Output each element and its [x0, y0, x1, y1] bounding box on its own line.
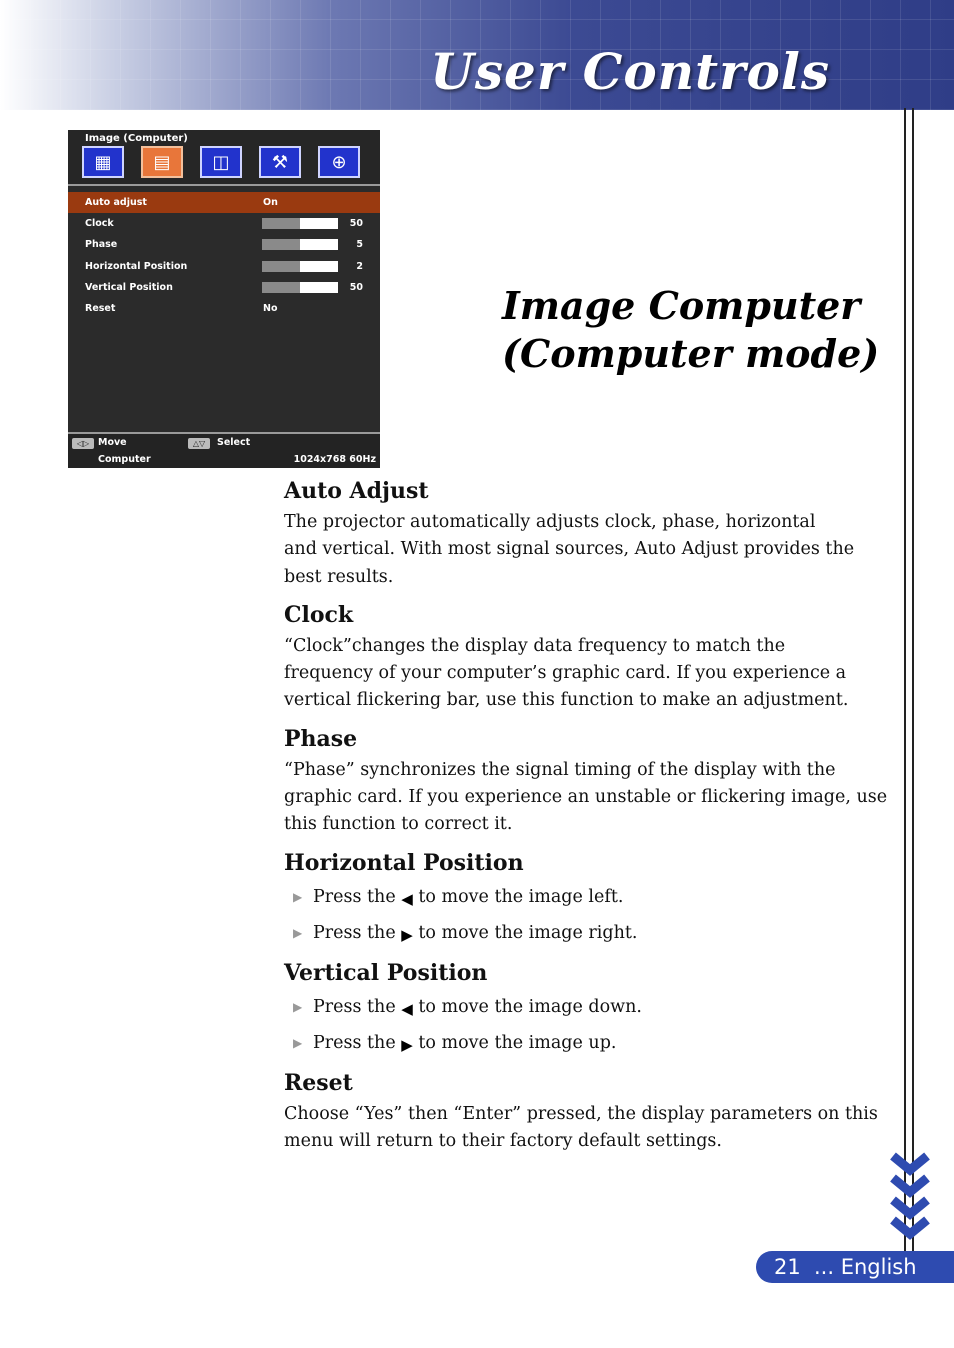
- auto-adjust-heading: Auto Adjust: [284, 478, 429, 504]
- osd-row-horizontal-position: [68, 256, 380, 277]
- item-text: Press the: [313, 996, 396, 1017]
- osd-select-label: Select: [217, 437, 251, 448]
- osd-menu-title: Image (Computer): [85, 133, 188, 144]
- phase-heading: Phase: [284, 725, 358, 752]
- list-item: [284, 880, 896, 916]
- osd-slider: [262, 218, 338, 229]
- item-text: to move the image down.: [418, 996, 642, 1017]
- text-line: The projector automatically adjusts clock, phase, horizontal: [284, 512, 816, 532]
- osd-row-phase: [68, 234, 380, 255]
- osd-slider-fill: [262, 239, 300, 250]
- osd-row-reset: [68, 298, 380, 319]
- left-right-keys-icon: ◁▷: [72, 438, 94, 449]
- item-text: to move the image up.: [418, 1032, 617, 1053]
- text-line: Choose “Yes” then “Enter” pressed, the display parameters on this: [284, 1103, 878, 1124]
- osd-row-value: 2: [356, 260, 363, 272]
- osd-slider: [262, 239, 338, 250]
- clock-description: [284, 633, 896, 715]
- phase-description: [284, 757, 896, 839]
- computer-icon: ▤: [141, 146, 183, 178]
- osd-tab-bar: [82, 146, 360, 178]
- image-icon: ▦: [82, 146, 124, 178]
- bullet-icon: ▶: [293, 925, 303, 940]
- osd-row-value: 50: [349, 218, 363, 230]
- left-arrow-icon: ◀: [401, 889, 413, 908]
- body-content: [284, 474, 896, 1162]
- osd-row-auto-adjust: [68, 192, 380, 213]
- osd-row-vertical-position: [68, 277, 380, 298]
- item-text: Press the: [313, 922, 396, 943]
- chevron-down-icon: [889, 1150, 931, 1240]
- bullet-icon: ▶: [293, 1035, 303, 1050]
- text-line: this function to correct it.: [284, 814, 513, 835]
- clock-heading: Clock: [284, 601, 354, 628]
- osd-slider-fill: [262, 282, 300, 293]
- item-text: Press the: [313, 1032, 396, 1053]
- bullet-icon: ▶: [293, 999, 303, 1014]
- text-line: “Clock”changes the display data frequency to match the: [284, 635, 786, 656]
- osd-move-label: Move: [98, 437, 127, 448]
- osd-row-label: Phase: [85, 239, 118, 251]
- text-line: “Phase” synchronizes the signal timing of the display with the: [284, 759, 836, 780]
- osd-row-value: No: [263, 302, 278, 314]
- osd-footer: [68, 432, 380, 468]
- item-text: to move the image right.: [418, 922, 638, 943]
- text-line: best results.: [284, 566, 394, 587]
- header-banner: [0, 0, 954, 110]
- horizontal-position-heading: Horizontal Position: [284, 849, 524, 876]
- item-text: to move the image left.: [418, 886, 624, 907]
- page-number: 21: [774, 1255, 801, 1279]
- margin-rule: [912, 108, 914, 1260]
- osd-row-value: 50: [349, 281, 363, 293]
- page-title: User Controls: [430, 42, 830, 101]
- vertical-position-heading: Vertical Position: [284, 959, 488, 986]
- osd-source: Computer: [98, 454, 151, 465]
- item-text: Press the: [313, 886, 396, 907]
- text-line: vertical flickering bar, use this function to make an adjustment.: [284, 690, 849, 711]
- list-item: [284, 1026, 896, 1062]
- left-arrow-icon: ◀: [401, 999, 413, 1018]
- globe-icon: ⊕: [318, 146, 360, 178]
- osd-resolution: 1024x768 60Hz: [293, 454, 376, 465]
- osd-slider-fill: [262, 261, 300, 272]
- osd-row-clock: [68, 213, 380, 234]
- osd-row-label: Vertical Position: [85, 281, 173, 293]
- osd-row-value: On: [263, 197, 278, 208]
- osd-menu: [68, 130, 380, 468]
- osd-header: [68, 130, 380, 186]
- reset-heading: Reset: [284, 1069, 353, 1096]
- video-icon: ◫: [200, 146, 242, 178]
- section-heading-line: (Computer mode): [502, 331, 880, 376]
- up-down-keys-icon: △▽: [188, 438, 210, 449]
- osd-row-label: Reset: [85, 302, 116, 314]
- list-item: [284, 916, 896, 952]
- osd-row-label: Clock: [85, 218, 114, 230]
- right-arrow-icon: ▶: [401, 925, 413, 944]
- osd-slider: [262, 261, 338, 272]
- page-footer: [756, 1251, 954, 1283]
- right-arrow-icon: ▶: [401, 1035, 413, 1054]
- margin-rule: [904, 108, 906, 1260]
- text-line: graphic card. If you experience an unstable or flickering image, use: [284, 787, 888, 808]
- text-line: frequency of your computer’s graphic card. If you experience a: [284, 663, 847, 684]
- auto-adjust-description: [284, 509, 896, 591]
- osd-slider-fill: [262, 218, 300, 229]
- reset-description: [284, 1101, 896, 1156]
- vertical-position-list: [284, 990, 896, 1062]
- list-item: [284, 990, 896, 1026]
- horizontal-position-list: [284, 880, 896, 952]
- section-heading-line: Image Computer: [502, 283, 861, 328]
- language-label: ... English: [814, 1255, 917, 1279]
- bullet-icon: ▶: [293, 889, 303, 904]
- osd-slider: [262, 282, 338, 293]
- osd-row-label: Horizontal Position: [85, 260, 188, 272]
- text-line: and vertical. With most signal sources, Auto Adjust provides the: [284, 539, 855, 560]
- osd-rows: [68, 192, 380, 319]
- text-line: menu will return to their factory default settings.: [284, 1130, 722, 1151]
- section-heading: [502, 282, 882, 378]
- tools-icon: ⚒: [259, 146, 301, 178]
- osd-row-label: Auto adjust: [85, 197, 147, 208]
- osd-row-value: 5: [356, 239, 363, 251]
